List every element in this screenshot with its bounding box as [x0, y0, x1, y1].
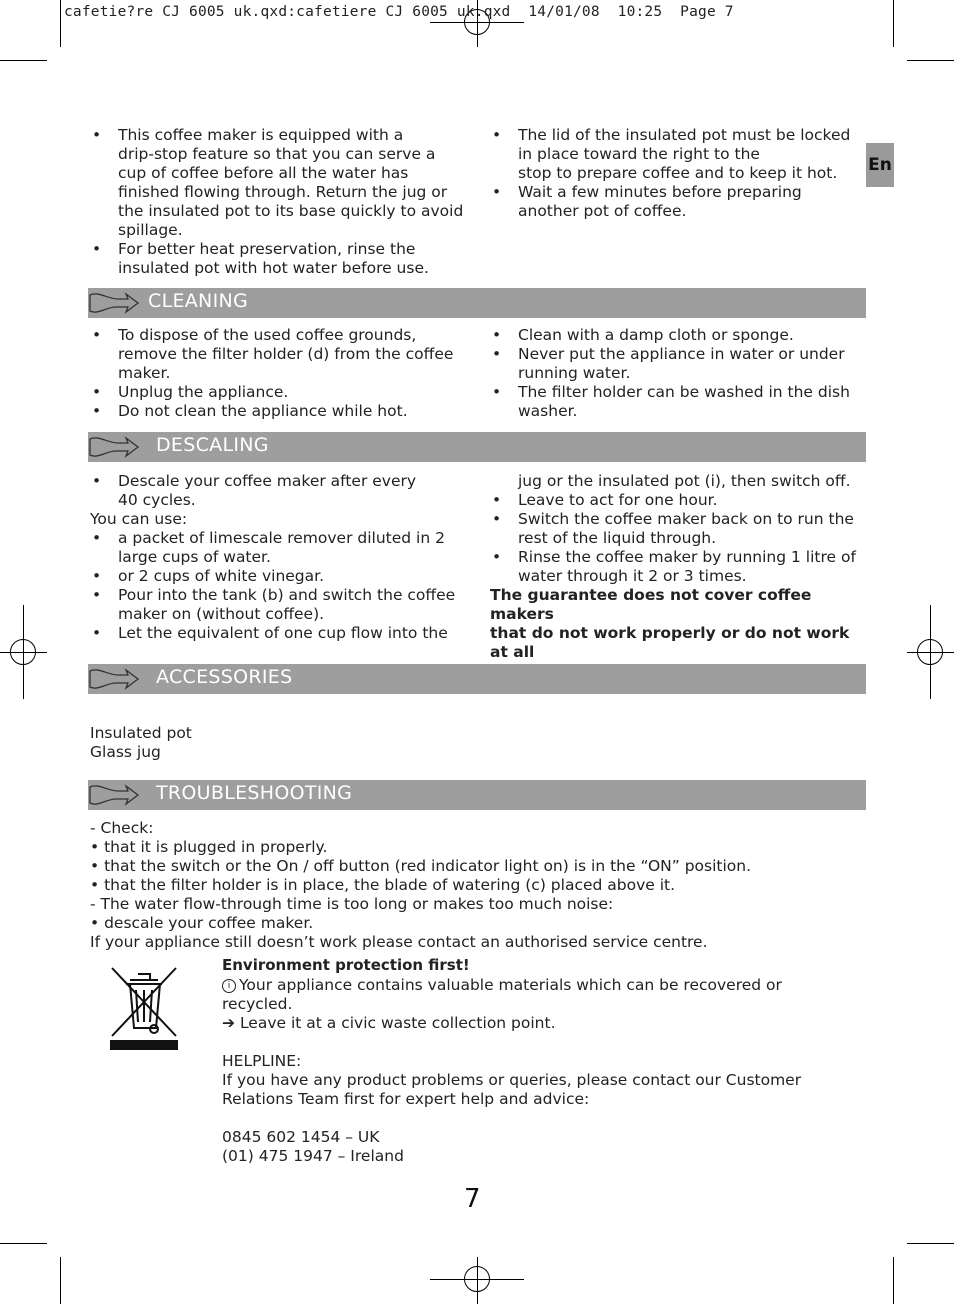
text-line: running water. [518, 364, 631, 382]
crop-mark-br-v [893, 1257, 894, 1304]
text-line: another pot of coffee. [518, 202, 687, 220]
text-line: large cups of water. [118, 548, 271, 566]
file-slug: cafetie?re CJ 6005 uk.qxd:cafetiere CJ 6005 uk.qxd 14/01/08 10:25 Page 7 [64, 4, 734, 20]
text-line: in place toward the right to the [518, 145, 760, 163]
text-line: maker. [118, 364, 171, 382]
bullet-item: • To dispose of the used coffee grounds, [90, 326, 470, 345]
phone-ireland: (01) 475 1947 – Ireland [222, 1147, 404, 1165]
text-line: rest of the liquid through. [518, 529, 717, 547]
troubleshooting-banner [88, 780, 866, 810]
text-line: The guarantee does not cover coffee makers [490, 586, 812, 623]
crop-mark-bl-h [0, 1243, 47, 1244]
intro-left-column [90, 126, 470, 278]
troubleshooting-title: TROUBLESHOOTING [156, 782, 353, 804]
crossed-out-wheelie-bin-icon [108, 962, 180, 1052]
text-line: water through it 2 or 3 times. [518, 567, 747, 585]
arrow-hand-icon [88, 665, 140, 693]
descaling-title: DESCALING [156, 434, 269, 456]
text-line: drip-stop feature so that you can serve a [118, 145, 436, 163]
troubleshooting-line: If your appliance still doesn’t work please contact an authorised service centre. [90, 933, 708, 951]
recycle-info-icon: i [222, 979, 236, 993]
bullet-item: • Clean with a damp cloth or sponge. [490, 326, 870, 345]
descaling-left-column [90, 472, 470, 643]
bullet-item: • or 2 cups of white vinegar. [90, 567, 470, 586]
crop-mark-tl-h [0, 60, 47, 61]
bullet-item: • Never put the appliance in water or under [490, 345, 870, 364]
crop-mark-bl-v [60, 1257, 61, 1304]
environment-line-1: i Your appliance contains valuable materials which can be recovered or [222, 976, 862, 995]
environment-line-2: ➔ Leave it at a civic waste collection point. [222, 1014, 556, 1032]
text-line: spillage. [118, 221, 183, 239]
troubleshooting-line: - The water flow-through time is too long or makes too much noise: [90, 895, 614, 913]
crop-mark-tr-h [907, 60, 954, 61]
text-line: cup of coffee before all the water has [118, 164, 409, 182]
arrow-right-icon: ➔ [222, 1014, 235, 1032]
bullet-item: • This coffee maker is equipped with a [90, 126, 470, 145]
text-line: stop to prepare coffee and to keep it hot. [518, 164, 838, 182]
troubleshooting-line: • that the switch or the On / off button (red indicator light on) is in the “ON” position. [90, 857, 752, 875]
helpline-text-1: If you have any product problems or queries, please contact our Customer [222, 1071, 802, 1089]
environment-line-1b: recycled. [222, 995, 293, 1013]
crop-mark-br-h [907, 1243, 954, 1244]
bullet-item: • Wait a few minutes before preparing [490, 183, 870, 202]
arrow-hand-icon [88, 433, 140, 461]
text-line: finished flowing through. Return the jug or [118, 183, 448, 201]
bullet-item: • Rinse the coffee maker by running 1 litre of [490, 548, 870, 567]
helpline-label: HELPLINE: [222, 1052, 302, 1070]
accessory-item: Insulated pot [90, 724, 192, 742]
crop-mark-tl-v [60, 0, 61, 47]
bullet-item: • Switch the coffee maker back on to run the [490, 510, 870, 529]
accessory-item: Glass jug [90, 743, 161, 761]
descaling-right-column [490, 472, 870, 681]
bullet-item: • Descale your coffee maker after every [90, 472, 470, 491]
bullet-item: • Let the equivalent of one cup flow into the [90, 624, 470, 643]
accessories-title: ACCESSORIES [156, 666, 293, 688]
page-number: 7 [464, 1184, 481, 1214]
bullet-item: • Leave to act for one hour. [490, 491, 870, 510]
arrow-hand-icon [88, 781, 140, 809]
bullet-item: • Do not clean the appliance while hot. [90, 402, 470, 421]
bullet-item: • The filter holder can be washed in the dish [490, 383, 870, 402]
language-tab: En [866, 143, 894, 187]
cleaning-left-column [90, 326, 470, 421]
troubleshooting-line: • descale your coffee maker. [90, 914, 314, 932]
troubleshooting-line: • that it is plugged in properly. [90, 838, 328, 856]
cleaning-title: CLEANING [148, 290, 249, 312]
text-line: You can use: [90, 510, 188, 528]
troubleshooting-line: • that the filter holder is in place, the blade of watering (c) placed above it. [90, 876, 676, 894]
text-line: insulated pot with hot water before use. [118, 259, 429, 277]
bullet-item: • For better heat preservation, rinse the [90, 240, 470, 259]
text-line: that do not work properly or do not work at all [490, 624, 850, 661]
text-line: maker on (without coffee). [118, 605, 325, 623]
helpline-text-2: Relations Team first for expert help and advice: [222, 1090, 590, 1108]
phone-uk: 0845 602 1454 – UK [222, 1128, 380, 1146]
text-line: 40 cycles. [118, 491, 196, 509]
arrow-hand-icon [88, 289, 140, 317]
bullet-item: • Unplug the appliance. [90, 383, 470, 402]
cleaning-banner [88, 288, 866, 318]
bullet-item: • Pour into the tank (b) and switch the coffee [90, 586, 470, 605]
text-line: remove the filter holder (d) from the coffee [118, 345, 454, 363]
text-line: the insulated pot to its base quickly to avoid [118, 202, 464, 220]
troubleshooting-text [90, 819, 866, 952]
intro-right-column [490, 126, 870, 221]
text-line: jug or the insulated pot (i), then switch off. [518, 472, 851, 490]
accessories-list [90, 724, 790, 762]
accessories-banner [88, 664, 866, 694]
descaling-banner [88, 432, 866, 462]
text-line: washer. [518, 402, 578, 420]
crop-mark-tr-v [893, 0, 894, 47]
bullet-item: • The lid of the insulated pot must be locked [490, 126, 870, 145]
cleaning-right-column [490, 326, 870, 421]
environment-heading: Environment protection first! [222, 956, 470, 974]
bullet-item: • a packet of limescale remover diluted in 2 [90, 529, 470, 548]
troubleshooting-line: - Check: [90, 819, 154, 837]
environment-section [222, 956, 862, 1166]
